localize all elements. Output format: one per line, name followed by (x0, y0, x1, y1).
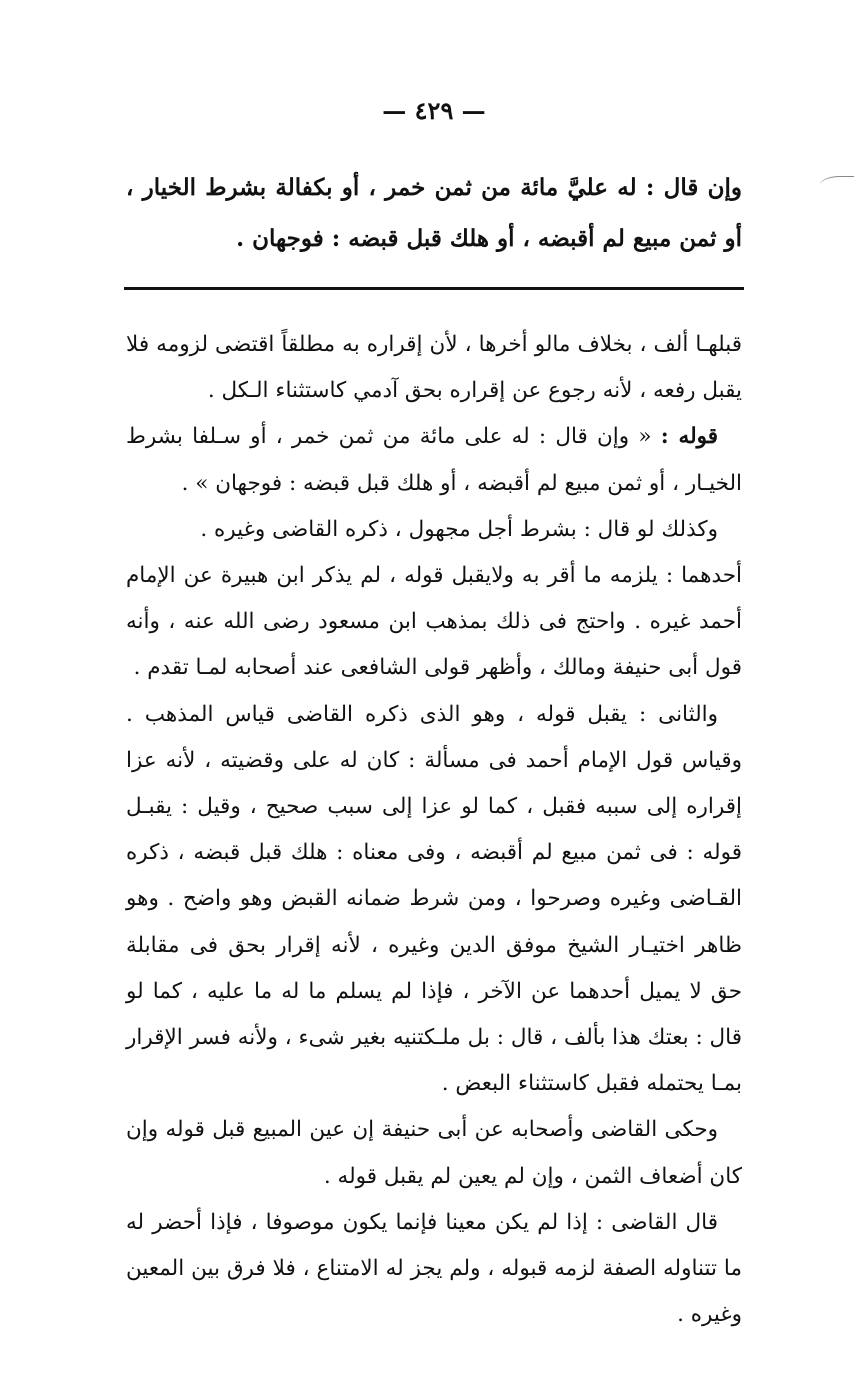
separator-rule (124, 287, 744, 290)
matn-text: وإن قال : له عليَّ مائة من ثمن خمر ، أو بكفالة بشرط الخيار ، أو ثمن مبيع لم أقبضه ، أو هلك قبل قبضه : فوجهان . (126, 174, 742, 252)
commentary-block (126, 322, 742, 1338)
margin-pencil-mark (820, 176, 854, 191)
page-number: — ٤٢٩ — (382, 96, 486, 125)
commentary-paragraph-6: وحكى القاضى وأصحابه عن أبى حنيفة إن عين المبيع قبل قوله وإن كان أضعاف الثمن ، وإن لم يعين لم يقبل قوله . (126, 1117, 742, 1189)
commentary-paragraph-2 (126, 414, 742, 506)
quoted-matn: « وإن قال : له على مائة من ثمن خمر ، أو سـلفا بشرط الخيـار ، أو ثمن مبيع لم أقبضه ، أو هلك قبل قبضه : فوجهان » . (126, 424, 742, 496)
commentary-paragraph-7: قال القاضى : إذا لم يكن معينا فإنما يكون موصوفا ، فإذا أحضر له ما تتناوله الصفة لزمه قبوله ، ولم يجز له الامتناع ، فلا فرق بين المعين وغيره . (126, 1209, 742, 1328)
commentary-paragraph-5: والثانى : يقبل قوله ، وهو الذى ذكره القاضى قياس المذهب . وقياس قول الإمام أحمد فى مسألة : كان له على وقضيته ، لأنه عزا إقراره إلى سببه فقبل ، كما لو عزا إلى سبب صحيح ، وقيل : يقبـل قوله : فى ثمن مبيع لم أقبضه ، وفى معناه : هلك قبل قبضه ، ذكره القـاضى وغيره وصرحوا ، ومن شرط ضمانه القبض وهو واضح . وهو ظاهر اختيـار الشيخ موفق الدين وغيره ، لأنه إقرار بحق فى مقابلة حق لا يميل أحدهما عن الآخر ، فإذا لم يسلم ما له ما عليه ، كما لو قال : بعتك هذا بألف ، قال : بل ملـكتنيه بغير شىء ، ولأنه فسر الإقرار بمـا يحتمله فقبل كاستثناء البعض . (126, 701, 742, 1097)
commentary-paragraph-4: أحدهما : يلزمه ما أقر به ولايقبل قوله ، لم يذكر ابن هبيرة عن الإمام أحمد غيره . واحتج فى ذلك بمذهب ابن مسعود رضى الله عنه ، وأنه قول أبى حنيفة ومالك ، وأظهر قولى الشافعى عند أصحابه لمـا تقدم . (126, 563, 742, 681)
commentary-paragraph-3: وكذلك لو قال : بشرط أجل مجهول ، ذكره القاضى وغيره . (200, 516, 718, 542)
qawluhu-label: قوله : (660, 424, 719, 450)
commentary-paragraph-1: قبلهـا ألف ، بخلاف مالو أخرها ، لأن إقراره به مطلقاً اقتضى لزومه فلا يقبل رفعه ، لأنه رجوع عن إقراره بحق آدمي كاستثناء الـكل . (126, 332, 742, 404)
